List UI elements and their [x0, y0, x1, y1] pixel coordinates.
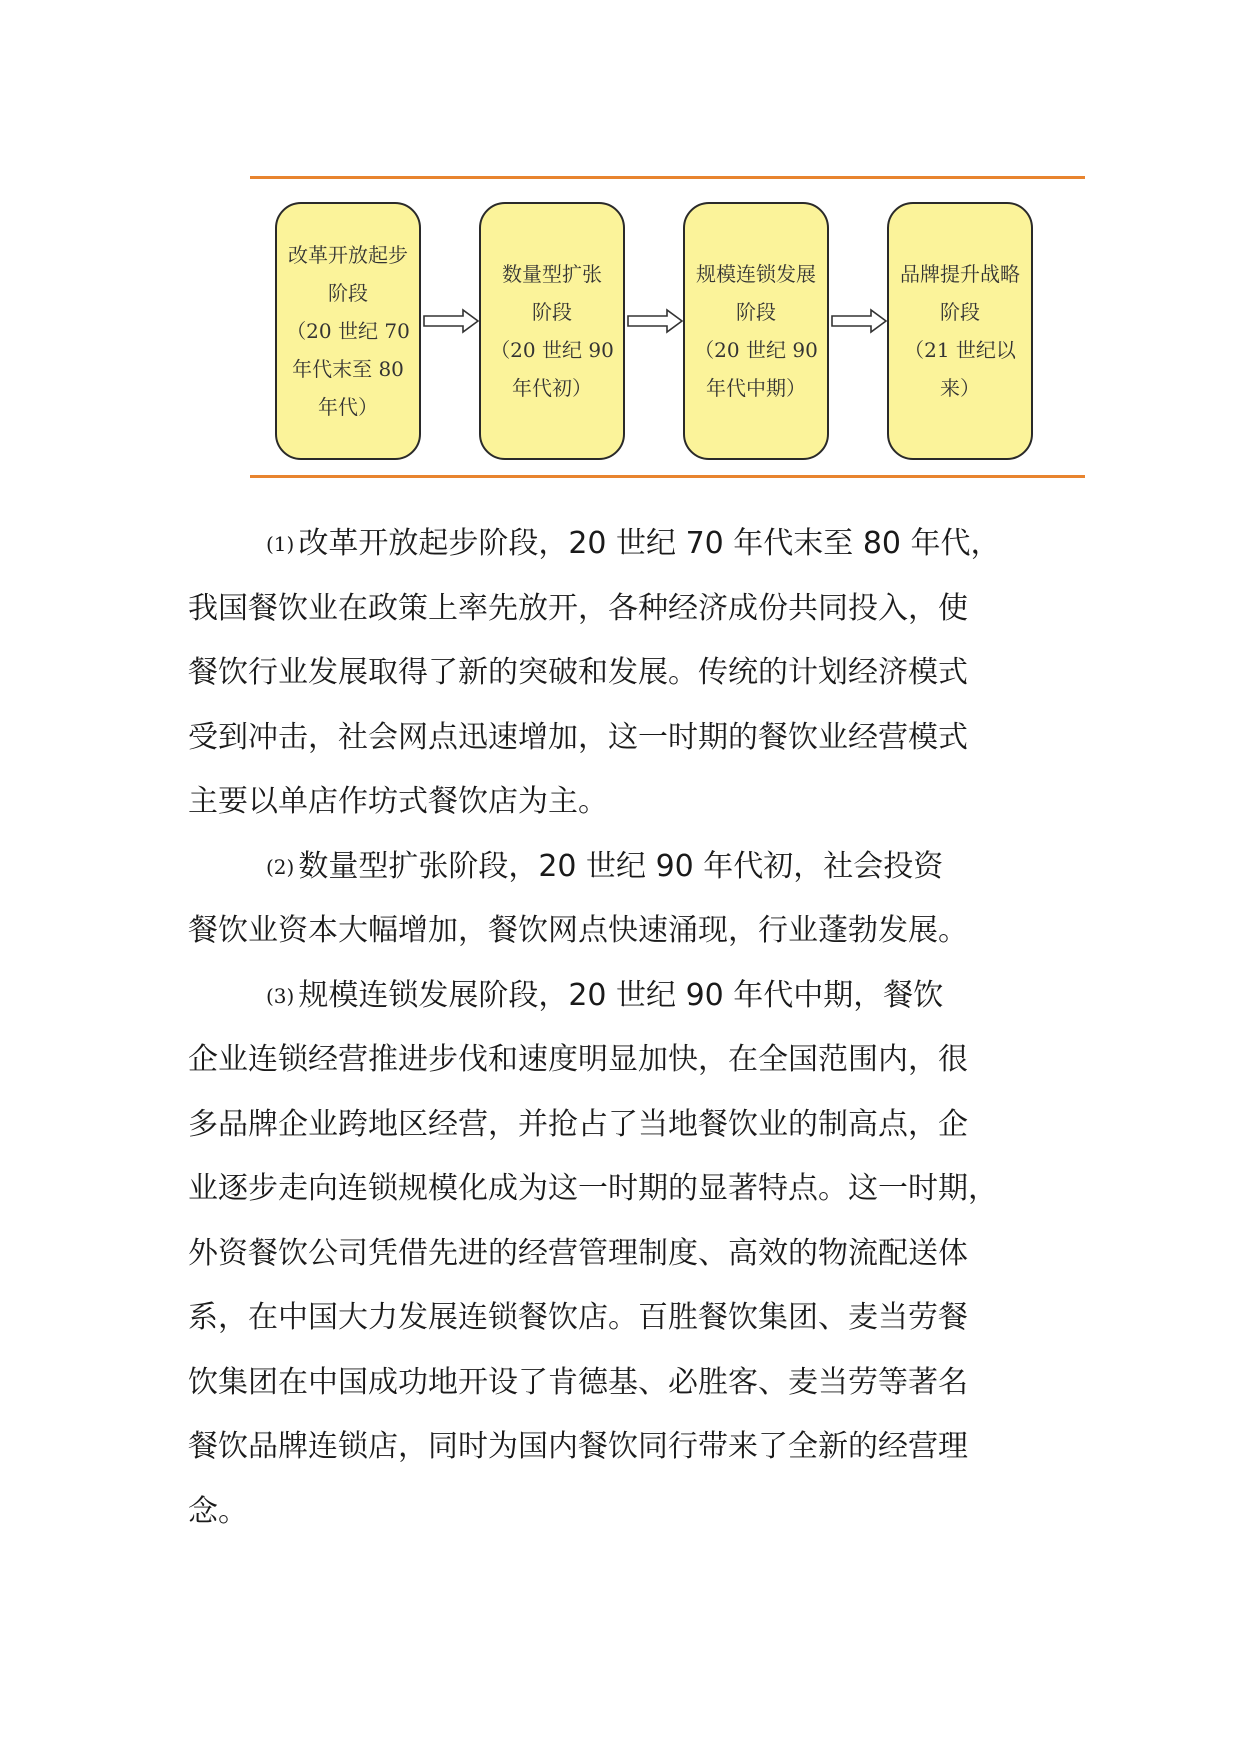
stage-2-line-3: （20 世纪 90 [490, 338, 614, 362]
stage-4-line-2: 阶段 [940, 300, 980, 324]
stage-2-line-4: 年代初） [512, 376, 592, 400]
stage-2-line-2: 阶段 [532, 300, 572, 324]
stage-1-line-5: 年代） [318, 395, 378, 419]
text-line: 念。 [188, 1493, 248, 1529]
text-line [188, 964, 1088, 1029]
text-line [188, 512, 1088, 577]
text-line: 餐饮业资本大幅增加，餐饮网点快速涌现，行业蓬勃发展。 [188, 913, 968, 948]
text-line: 餐饮品牌连锁店，同时为国内餐饮同行带来了全新的经营理 [188, 1429, 968, 1464]
top-rule [250, 176, 1085, 179]
arrow-right-icon [423, 308, 479, 334]
paragraph-1 [188, 512, 1088, 835]
text-line-content: 数量型扩张阶段，20 世纪 90 年代初，社会投资 [298, 848, 944, 884]
stage-4-line-1: 品牌提升战略 [900, 262, 1020, 286]
text-line: 多品牌企业跨地区经营，并抢占了当地餐饮业的制高点，企 [188, 1106, 968, 1142]
stage-box-3 [683, 202, 829, 460]
stage-4-line-3: （21 世纪以 [904, 338, 1016, 362]
stage-3-line-1: 规模连锁发展 [696, 262, 816, 286]
text-line: 受到冲击，社会网点迅速增加，这一时期的餐饮业经营模式 [188, 719, 968, 755]
paragraph-3 [188, 964, 1088, 1545]
stage-1-line-4: 年代末至 80 [292, 357, 404, 381]
stage-3-line-2: 阶段 [736, 300, 776, 324]
stages-diagram [250, 150, 1085, 480]
text-line: 主要以单店作坊式餐饮店为主。 [188, 784, 608, 819]
stage-4-line-4: 来） [940, 376, 980, 400]
list-number: (1) [266, 532, 295, 556]
text-line [188, 835, 1088, 900]
stage-2-line-1: 数量型扩张 [502, 262, 602, 286]
text-line-content: 改革开放起步阶段，20 世纪 70 年代末至 80 年代， [298, 526, 1001, 561]
text-line: 系，在中国大力发展连锁餐饮店。百胜餐饮集团、麦当劳餐 [188, 1300, 968, 1335]
stage-3-line-3: （20 世纪 90 [694, 338, 818, 362]
text-line: 外资餐饮公司凭借先进的经营管理制度、高效的物流配送体 [188, 1235, 968, 1271]
list-number: (2) [266, 854, 295, 879]
bottom-rule [250, 475, 1085, 478]
stage-1-line-1: 改革开放起步 [288, 243, 408, 267]
text-line: 饮集团在中国成功地开设了肯德基、必胜客、麦当劳等著名 [188, 1364, 968, 1400]
paragraph-2 [188, 835, 1088, 964]
stage-box-1 [275, 202, 421, 460]
stage-1-line-2: 阶段 [328, 281, 368, 305]
stage-box-2 [479, 202, 625, 460]
body-text [188, 512, 1088, 1544]
text-line-content: 规模连锁发展阶段，20 世纪 90 年代中期，餐饮 [298, 977, 944, 1013]
stage-3-line-4: 年代中期） [706, 376, 806, 400]
arrow-right-icon [831, 308, 887, 334]
arrow-right-icon [627, 308, 683, 334]
stage-box-4 [887, 202, 1033, 460]
list-number: (3) [266, 983, 295, 1008]
text-line: 餐饮行业发展取得了新的突破和发展。传统的计划经济模式 [188, 655, 968, 690]
text-line: 业逐步走向连锁规模化成为这一时期的显著特点。这一时期， [188, 1171, 998, 1206]
text-line: 企业连锁经营推进步伐和速度明显加快，在全国范围内，很 [188, 1042, 968, 1077]
stage-1-line-3: （20 世纪 70 [286, 319, 410, 343]
text-line: 我国餐饮业在政策上率先放开，各种经济成份共同投入，使 [188, 590, 968, 626]
